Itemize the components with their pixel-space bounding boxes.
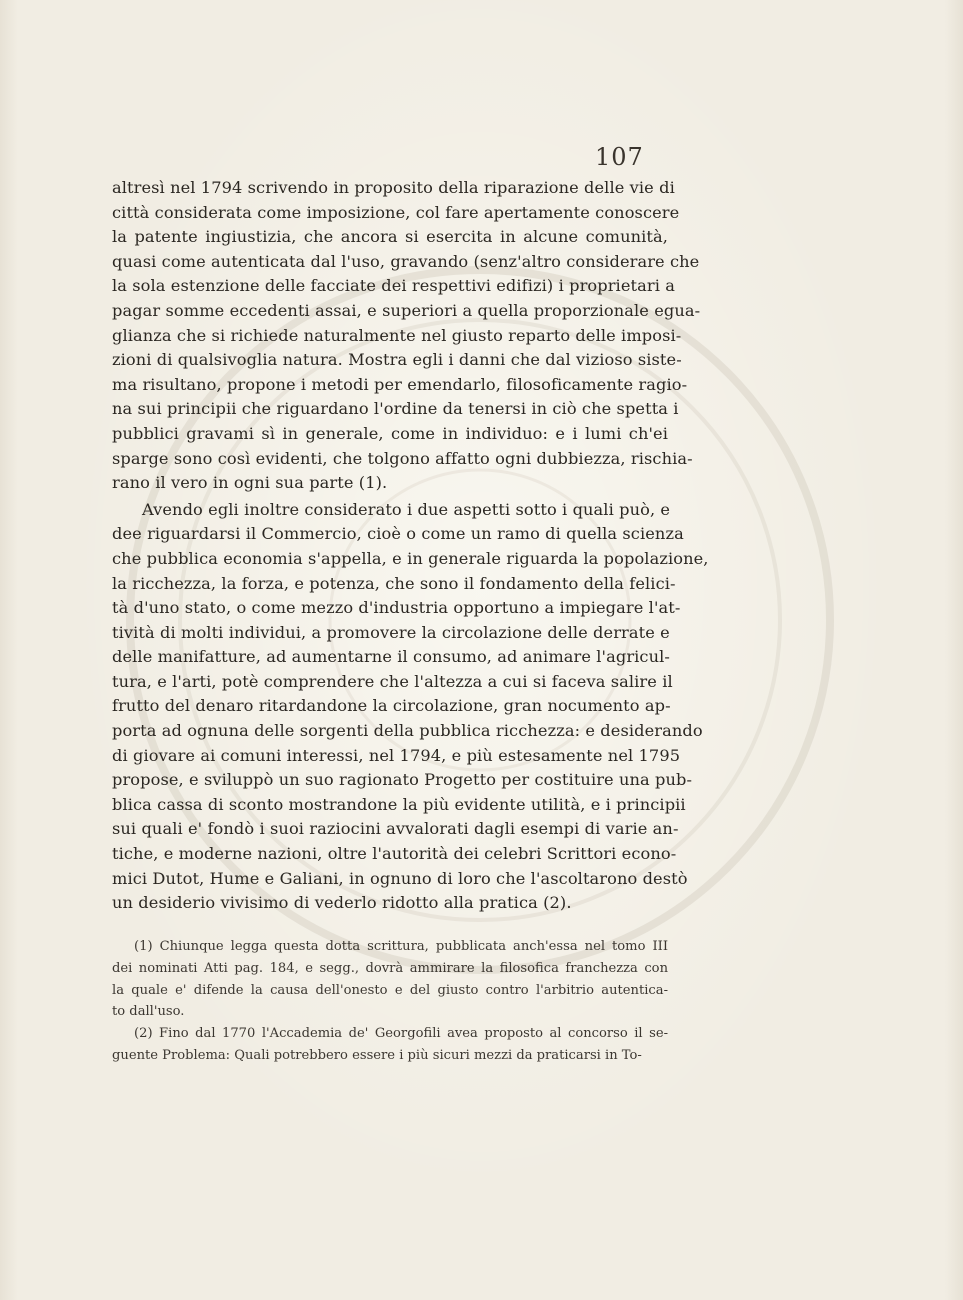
main-text: [112, 176, 709, 916]
text-line: tività di molti individui, a promovere la circolazione delle derrate e: [112, 622, 670, 642]
text-line: propose, e sviluppò un suo ragionato Progetto per costituire una pub-: [112, 770, 693, 790]
text-line: tura, e l'arti, potè comprendere che l'altezza a cui si faceva salire il: [112, 671, 673, 691]
page-number: 107: [595, 143, 644, 171]
footnote-1-line: to dall'uso.: [112, 1004, 185, 1020]
footnote-2-line: guente Problema: Quali potrebbero essere i più sicuri mezzi da praticarsi in To-: [112, 1047, 642, 1063]
text-line: mici Dutot, Hume e Galiani, in ognuno di loro che l'ascoltarono destò: [112, 868, 688, 888]
text-line: sui quali e' fondò i suoi raziocini avvalorati dagli esempi di varie an-: [112, 819, 679, 839]
footnotes: [112, 936, 668, 1067]
footnote-1-line: la quale e' difende la causa dell'onesto e del giusto contro l'arbitrio autentica-: [112, 982, 668, 998]
text-line: la sola estenzione delle facciate dei respettivi edifizi) i proprietari a: [112, 276, 675, 296]
text-line: pagar somme eccedenti assai, e superiori a quella proporzionale egua-: [112, 300, 701, 320]
footnote-2-line: (2) Fino dal 1770 l'Accademia de' Georgofili avea proposto al concorso il se-: [134, 1026, 668, 1042]
footnote-1-line: (1) Chiunque legga questa dotta scrittura, pubblicata anch'essa nel tomo III: [134, 939, 668, 954]
text-line: quasi come autenticata dal l'uso, gravando (senz'altro considerare che: [112, 251, 700, 271]
text-line: pubblici gravami sì in generale, come in individuo: e i lumi ch'ei: [112, 423, 668, 443]
text-line: sparge sono così evidenti, che tolgono affatto ogni dubbiezza, rischia-: [112, 448, 693, 468]
text-line: glianza che si richiede naturalmente nel giusto reparto delle imposi-: [112, 325, 682, 345]
text-line: frutto del denaro ritardandone la circolazione, gran nocumento ap-: [112, 696, 671, 716]
text-line: delle manifatture, ad aumentarne il consumo, ad animare l'agricul-: [112, 647, 670, 667]
text-line: città considerata come imposizione, col fare apertamente conoscere: [112, 202, 680, 222]
text-line: tiche, e moderne nazioni, oltre l'autorità dei celebri Scrittori econo-: [112, 844, 677, 864]
paragraph-last-line: un desiderio vivisimo di vederlo ridotto alla pratica (2).: [112, 893, 572, 913]
text-line: altresì nel 1794 scrivendo in proposito della riparazione delle vie di: [112, 178, 675, 197]
text-line: dee riguardarsi il Commercio, cioè o come un ramo di quella scienza: [112, 524, 684, 544]
text-line: di giovare ai comuni interessi, nel 1794, e più estesamente nel 1795: [112, 745, 681, 765]
text-line: porta ad ognuna delle sorgenti della pubblica ricchezza: e desiderando: [112, 721, 703, 741]
footnote-1-line: dei nominati Atti pag. 184, e segg., dovrà ammirare la filosofica franchezza con: [112, 960, 668, 976]
text-line: ma risultano, propone i metodi per emendarlo, filosoficamente ragio-: [112, 374, 688, 394]
text-line: zioni di qualsivoglia natura. Mostra egli i danni che dal vizioso siste-: [112, 350, 682, 370]
text-line: la ricchezza, la forza, e potenza, che sono il fondamento della felici-: [112, 573, 676, 593]
text-line: che pubblica economia s'appella, e in generale riguarda la popolazione,: [112, 548, 709, 568]
paragraph-last-line: rano il vero in ogni sua parte (1).: [112, 473, 388, 493]
paragraph-first-line: Avendo egli inoltre considerato i due aspetti sotto i quali può, e: [142, 499, 671, 519]
text-line: blica cassa di sconto mostrandone la più evidente utilità, e i principii: [112, 794, 686, 814]
text-line: na sui principii che riguardano l'ordine da tenersi in ciò che spetta i: [112, 399, 679, 419]
text-line: la patente ingiustizia, che ancora si esercita in alcune comunità,: [112, 227, 668, 247]
text-line: tà d'uno stato, o come mezzo d'industria opportuno a impiegare l'at-: [112, 598, 681, 618]
